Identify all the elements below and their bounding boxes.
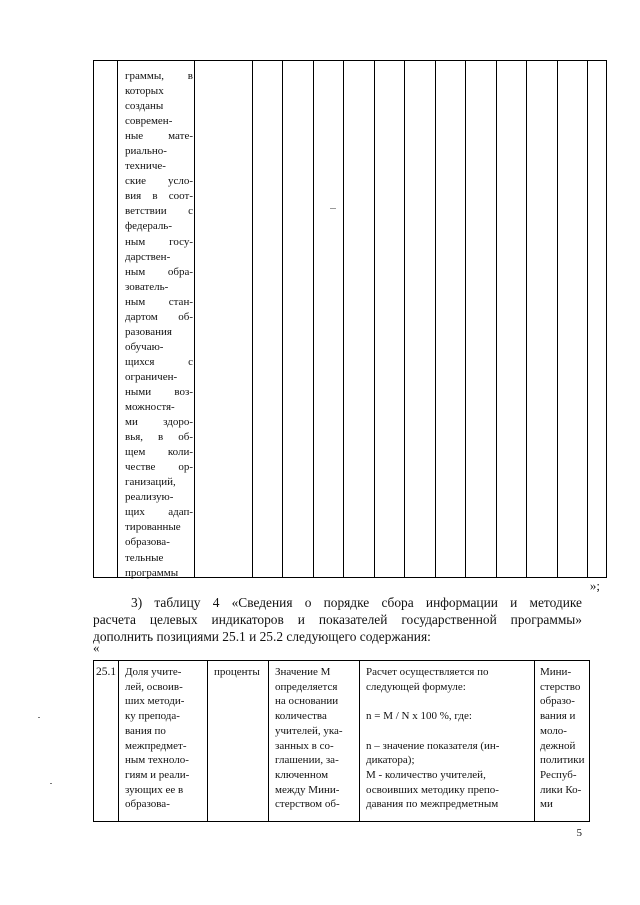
cell-line: техниче- xyxy=(125,160,166,173)
responsible-org-cell xyxy=(540,665,585,812)
cell-line: вания по xyxy=(125,724,166,737)
stray-mark xyxy=(330,208,336,209)
cell-line: образова- xyxy=(125,798,170,811)
cell-line: щих адап- xyxy=(125,506,193,519)
cell-line: межпредмет- xyxy=(125,739,187,752)
cell-line: проценты xyxy=(214,666,260,678)
cell-line: стерством об- xyxy=(275,798,340,811)
cell-line: Доля учите- xyxy=(125,666,182,678)
paragraph-line-1: 3) таблицу 4 «Сведения о порядке сбора информации и методике xyxy=(131,595,582,610)
cell-line: вания и xyxy=(540,710,576,723)
cell-line: можностя- xyxy=(125,401,175,414)
scan-speck xyxy=(38,717,40,718)
cell-line: разования xyxy=(125,325,172,338)
cell-line: стерство xyxy=(540,680,581,693)
cell-line: созданы xyxy=(125,100,164,113)
cell-line: щем коли- xyxy=(125,446,193,459)
indicator-description-cell xyxy=(125,69,193,581)
cell-line: ку препода- xyxy=(125,710,180,723)
cell-line xyxy=(366,694,499,709)
cell-line: программы xyxy=(125,566,179,579)
cell-line: ших методи- xyxy=(125,695,185,708)
cell-line: тельные xyxy=(125,551,164,564)
cell-line: давания по межпредметным xyxy=(366,798,499,811)
cell-line: определяется xyxy=(275,680,338,693)
cell-line: M - количество учителей, xyxy=(366,768,486,781)
paragraph-line-3: дополнить позициями 25.1 и 25.2 следующего содержания: xyxy=(93,629,431,644)
cell-line: дикатора); xyxy=(366,754,415,767)
cell-line: образова- xyxy=(125,536,170,549)
cell-line: ным техноло- xyxy=(125,754,189,767)
cell-line: ветствии с xyxy=(125,205,193,218)
cell-line: Расчет осуществляется по xyxy=(366,666,489,678)
cell-line: глашении, за- xyxy=(275,754,339,767)
table-continuation xyxy=(93,60,607,578)
cell-line: ключенном xyxy=(275,768,329,781)
cell-line: образо- xyxy=(540,695,575,708)
page-number: 5 xyxy=(576,827,582,839)
cell-line: зователь- xyxy=(125,280,169,293)
cell-line: вия в соот- xyxy=(125,190,193,203)
cell-line: ными воз- xyxy=(125,385,193,398)
scan-speck xyxy=(50,783,52,784)
cell-line xyxy=(366,724,499,739)
cell-line: гиям и реали- xyxy=(125,768,190,781)
cell-line: n – значение показателя (ин- xyxy=(366,739,500,752)
cell-line: ные мате- xyxy=(125,130,193,143)
cell-line: ным госу- xyxy=(125,235,193,248)
cell-line: вья, в об- xyxy=(125,431,193,444)
closing-quote: »; xyxy=(589,578,600,593)
cell-line: занных в со- xyxy=(275,739,334,752)
cell-line: между Мини- xyxy=(275,783,340,796)
cell-line: ми xyxy=(540,798,553,811)
cell-line: зующих ее в xyxy=(125,783,184,796)
cell-line: Мини- xyxy=(540,666,572,678)
unit-cell xyxy=(214,665,260,680)
table-positions xyxy=(93,660,590,822)
cell-line: ганизаций, xyxy=(125,476,176,489)
cell-line: реализую- xyxy=(125,491,174,504)
cell-line: Значение М xyxy=(275,666,331,678)
cell-line: граммы, в xyxy=(125,70,193,82)
cell-line: современ- xyxy=(125,115,173,128)
cell-line: дарствен- xyxy=(125,250,171,263)
cell-line: щихся с xyxy=(125,355,193,368)
cell-line: ми здоро- xyxy=(125,416,193,429)
cell-line: количества xyxy=(275,710,327,723)
cell-line: дартом об- xyxy=(125,310,193,323)
cell-line: следующей формуле: xyxy=(366,680,466,693)
cell-line: которых xyxy=(125,85,164,98)
cell-line: честве ор- xyxy=(125,461,193,474)
cell-line: лей, освоив- xyxy=(125,680,183,693)
calculation-cell xyxy=(366,665,499,812)
definition-cell xyxy=(275,665,343,812)
cell-line: ным обра- xyxy=(125,265,193,278)
paragraph-line-2: расчета целевых индикаторов и показателей государственной программы» xyxy=(93,612,582,627)
amendment-paragraph xyxy=(93,594,582,645)
cell-line: ские усло- xyxy=(125,175,193,188)
cell-line: моло- xyxy=(540,724,567,737)
cell-line: на основании xyxy=(275,695,339,708)
cell-line: лики Ко- xyxy=(540,783,582,796)
cell-line: Респуб- xyxy=(540,768,577,781)
cell-line: федераль- xyxy=(125,220,172,233)
position-number: 25.1 xyxy=(96,666,117,678)
cell-line: освоивших методику препо- xyxy=(366,783,499,796)
cell-line: n = M / N x 100 %, где: xyxy=(366,710,472,723)
cell-line: риально- xyxy=(125,145,167,158)
cell-line: обучаю- xyxy=(125,340,164,353)
cell-line: тированные xyxy=(125,521,181,534)
indicator-name-cell xyxy=(125,665,189,812)
cell-line: ным стан- xyxy=(125,295,193,308)
cell-line: политики xyxy=(540,754,585,767)
cell-line: учителей, ука- xyxy=(275,724,343,737)
cell-line: дежной xyxy=(540,739,576,752)
cell-line: ограничен- xyxy=(125,370,178,383)
opening-quote: « xyxy=(93,640,100,655)
